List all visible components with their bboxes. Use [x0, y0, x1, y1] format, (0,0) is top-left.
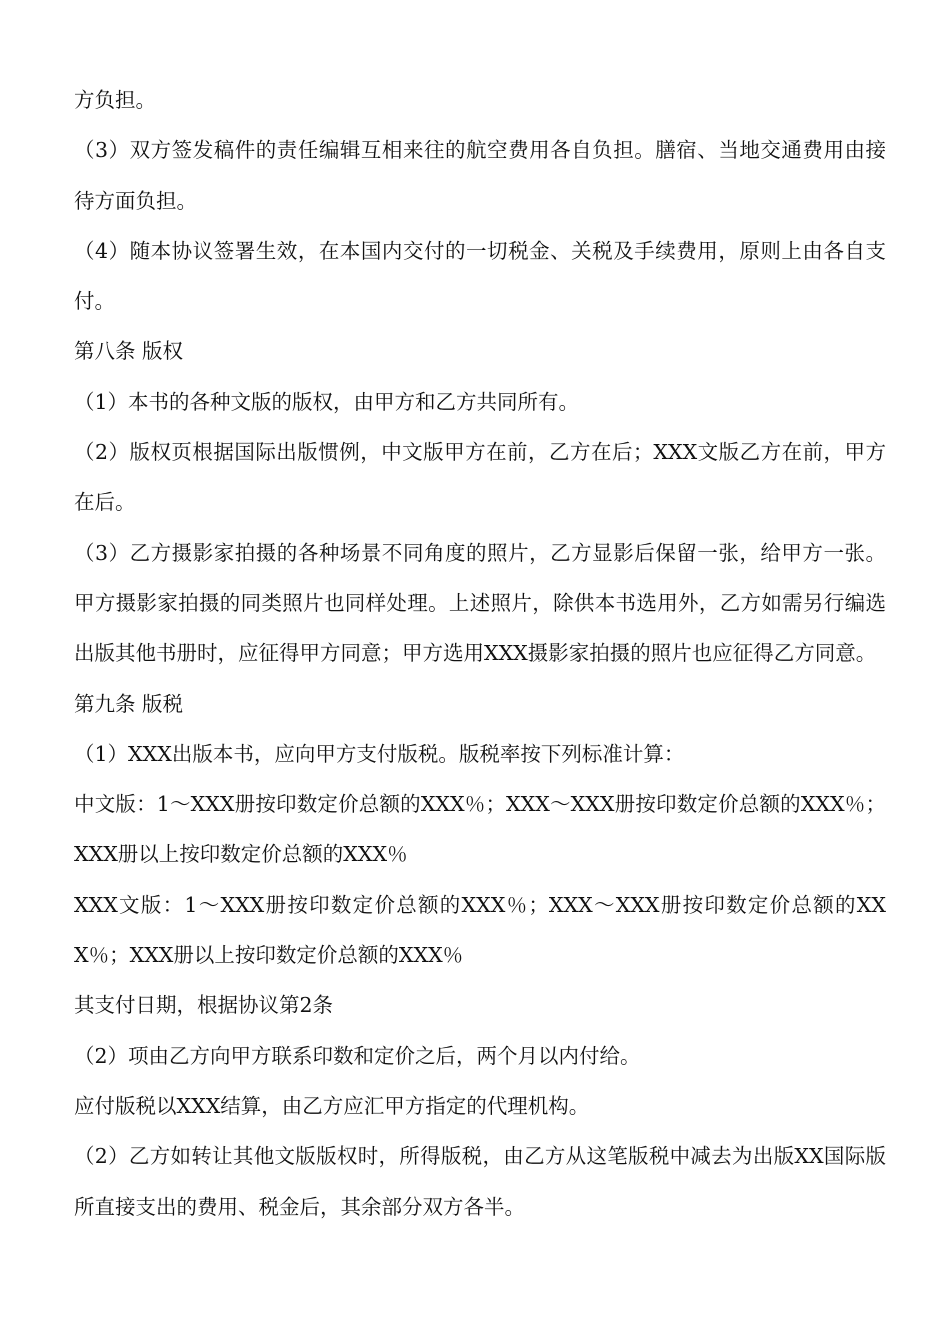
clause-9-item-2-payment: （2）项由乙方向甲方联系印数和定价之后，两个月以内付给。 — [74, 1043, 641, 1068]
heading-article-9: 第九条 版税 — [74, 691, 184, 716]
clause-8-item-2: （2）版权页根据国际出版惯例，中文版甲方在前，乙方在后；XXX文版乙方在前，甲方在后。 — [74, 440, 886, 515]
clause-9-item-2-transfer: （2）乙方如转让其他文版版权时，所得版税，由乙方从这笔版税中减去为出版XX国际版所直接支出的费用、税金后，其余部分双方各半。 — [74, 1144, 886, 1219]
royalty-foreign-edition: XXX文版：1～XXX册按印数定价总额的XXX％；XXX～XXX册按印数定价总额的XXX％；XXX册以上按印数定价总额的XXX％ — [74, 892, 886, 968]
clause-8-item-3: （3）乙方摄影家拍摄的各种场景不同角度的照片，乙方显影后保留一张，给甲方一张。甲方摄影家拍摄的同类照片也同样处理。上述照片，除供本书选用外，乙方如需另行编选出版其他书册时，应征得甲方同意；甲方选用XXX摄影家拍摄的照片也应征得乙方同意。 — [74, 540, 886, 666]
document-page — [74, 75, 886, 1232]
clause-7-item-4: （4）随本协议签署生效，在本国内交付的一切税金、关税及手续费用，原则上由各自支付。 — [74, 238, 886, 314]
heading-article-8: 第八条 版权 — [74, 339, 184, 364]
royalty-chinese-edition: 中文版：1～XXX册按印数定价总额的XXX％；XXX～XXX册按印数定价总额的XXX％；XXX册以上按印数定价总额的XXX％ — [74, 792, 886, 867]
settlement-note: 应付版税以XXX结算，由乙方应汇甲方指定的代理机构。 — [74, 1093, 590, 1118]
clause-9-item-1: （1）XXX出版本书，应向甲方支付版税。版税率按下列标准计算： — [74, 741, 685, 766]
clause-8-item-1: （1）本书的各种文版的版权，由甲方和乙方共同所有。 — [74, 389, 580, 414]
payment-date-note: 其支付日期，根据协议第2条 — [74, 993, 334, 1018]
paragraph-continuation: 方负担。 — [74, 88, 156, 112]
clause-7-item-3: （3）双方签发稿件的责任编辑互相来往的航空费用各自负担。膳宿、当地交通费用由接待方面负担。 — [74, 138, 886, 213]
